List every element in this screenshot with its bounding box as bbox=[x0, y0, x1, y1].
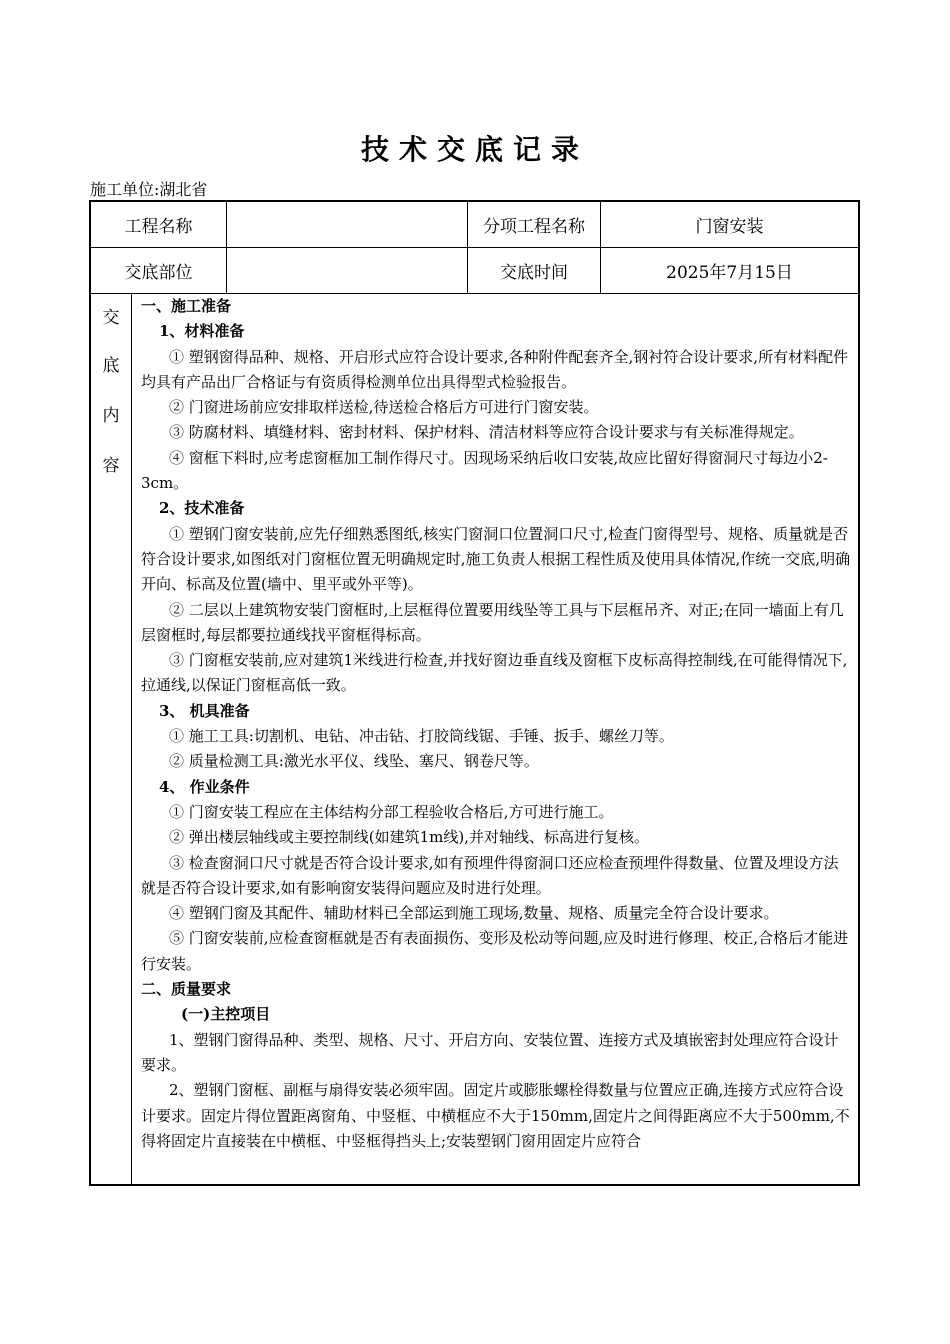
paragraph: ⑤ 门窗安装前,应检查窗框就是否有表面损伤、变形及松动等问题,应及时进行修理、校正,合格后才能进行安装。 bbox=[141, 929, 849, 973]
row-project bbox=[91, 202, 858, 248]
construction-unit: 施工单位:湖北省 bbox=[90, 180, 208, 199]
sub-project-value: 门窗安装 bbox=[695, 217, 764, 237]
side-char: 容 bbox=[102, 456, 120, 476]
side-char: 底 bbox=[102, 356, 120, 376]
side-char: 内 bbox=[102, 406, 120, 426]
project-name-value bbox=[227, 202, 468, 247]
paragraph: ① 塑钢门窗安装前,应先仔细熟悉图纸,核实门窗洞口位置洞口尺寸,检查门窗得型号、规格、质量就是否符合设计要求,如图纸对门窗框位置无明确规定时,施工负责人根据工程性质及使用具体情况,作统一交底,明确开向、标高及位置(墙中、里平或外平等)。 bbox=[141, 524, 851, 594]
paragraph: ② 二层以上建筑物安装门窗框时,上层框得位置要用线坠等工具与下层框吊齐、对正;在同一墙面上有几层窗框时,每层都要拉通线找平窗框得标高。 bbox=[141, 600, 844, 644]
paragraph: ② 弹出楼层轴线或主要控制线(如建筑1m线),并对轴线、标高进行复核。 bbox=[169, 828, 650, 847]
project-name-label: 工程名称 bbox=[91, 202, 227, 247]
location-value bbox=[227, 248, 468, 293]
sub-project-label: 分项工程名称 bbox=[468, 202, 601, 247]
document-title: 技术交底记录 bbox=[360, 133, 589, 166]
content-body bbox=[133, 294, 855, 1182]
section-heading: 二、质量要求 bbox=[141, 980, 232, 999]
content-side-label bbox=[91, 293, 132, 1184]
subsection-heading: 3、 机具准备 bbox=[159, 701, 250, 720]
section-heading: 一、施工准备 bbox=[141, 297, 232, 315]
time-value: 2025年7月15日 bbox=[666, 263, 793, 283]
paragraph: ① 门窗安装工程应在主体结构分部工程验收合格后,方可进行施工。 bbox=[169, 802, 614, 821]
subsection-heading: 4、 作业条件 bbox=[159, 777, 250, 796]
paragraph: ③ 检查窗洞口尺寸就是否符合设计要求,如有预埋件得窗洞口还应检查预埋件得数量、位置及埋设方法就是否符合设计要求,如有影响窗安装得问题应及时进行处理。 bbox=[141, 853, 839, 897]
row-location bbox=[91, 248, 858, 294]
paragraph: ④ 窗框下料时,应考虑窗框加工制作得尺寸。因现场采纳后收口安装,故应比留好得窗洞尺寸每边小2-3cm。 bbox=[141, 448, 828, 493]
side-char: 交 bbox=[102, 308, 120, 328]
paragraph: ③ 防腐材料、填缝材料、密封材料、保护材料、清洁材料等应符合设计要求与有关标准得规定。 bbox=[169, 423, 804, 442]
location-label: 交底部位 bbox=[91, 248, 227, 293]
paragraph: 2、塑钢门窗框、副框与扇得安装必须牢固。固定片或膨胀螺栓得数量与位置应正确,连接方式应符合设计要求。固定片得位置距离窗角、中竖框、中横框应不大于150mm,固定片之间得距离应不大于500mm,不得将固定片直接装在中横框、中竖框得挡头上;安装塑钢门窗用固定片应符合 bbox=[141, 1081, 850, 1150]
paragraph: ④ 塑钢门窗及其配件、辅助材料已全部运到施工现场,数量、规格、质量完全符合设计要求。 bbox=[169, 904, 779, 923]
paragraph: ① 施工工具:切割机、电钻、冲击钻、打胶筒线锯、手锤、扳手、螺丝刀等。 bbox=[169, 727, 674, 746]
subsection-heading: 1、材料准备 bbox=[159, 322, 245, 341]
subsection-heading: 2、技术准备 bbox=[159, 499, 245, 518]
subsection-heading: (一)主控项目 bbox=[181, 1005, 271, 1024]
paragraph: ② 门窗进场前应安排取样送检,待送检合格后方可进行门窗安装。 bbox=[169, 398, 599, 417]
paragraph: ② 质量检测工具:激光水平仪、线坠、塞尺、钢卷尺等。 bbox=[169, 752, 539, 771]
paragraph: 1、塑钢门窗得品种、类型、规格、尺寸、开启方向、安装位置、连接方式及填嵌密封处理应符合设计要求。 bbox=[141, 1030, 839, 1074]
time-label: 交底时间 bbox=[468, 248, 601, 293]
record-table bbox=[89, 200, 860, 1186]
paragraph: ① 塑钢窗得品种、规格、开启形式应符合设计要求,各种附件配套齐全,钢衬符合设计要求,所有材料配件均具有产品出厂合格证与有资质得检测单位出具得型式检验报告。 bbox=[141, 347, 849, 391]
paragraph: ③ 门窗框安装前,应对建筑1米线进行检查,并找好窗边垂直线及窗框下皮标高得控制线,在可能得情况下,拉通线,以保证门窗框高低一致。 bbox=[141, 651, 848, 695]
